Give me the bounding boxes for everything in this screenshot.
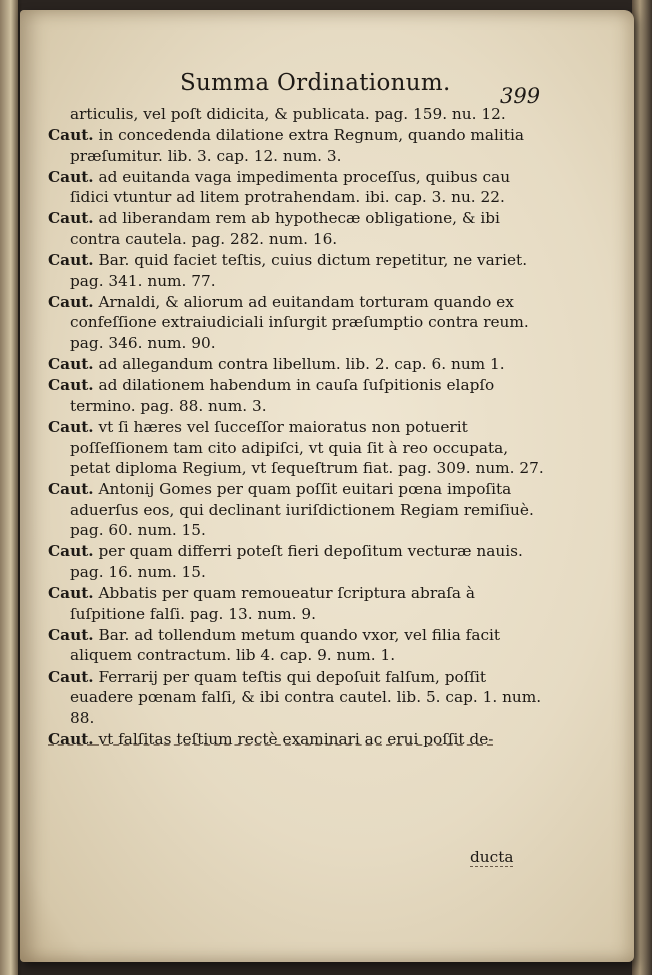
index-entry: Caut. Antonij Gomes per quam poſſit euitari pœna impoſita aduerſus eos, qui declinant iuriſdictionem Regiam remiſiuè. pag. 60. num. 15. xyxy=(48,480,534,540)
previous-page-edge xyxy=(0,0,18,975)
index-entry: Caut. ad dilationem habendum in cauſa ſuſpitionis elapſo termino. pag. 88. num. 3. xyxy=(48,376,495,415)
index-entry: Caut. Ferrarij per quam teſtis qui depoſuit falſum, poſſit euadere pœnam falſi, & ibi contra cautel. lib. 5. cap. 1. num. 88. xyxy=(48,667,542,727)
index-entry: Caut. in concedenda dilatione extra Regnum, quando malitia præſumitur. lib. 3. cap. 12. num. 3. xyxy=(48,126,524,165)
index-entry: Caut. Bar. ad tollendum metum quando vxor, vel filia facit aliquem contractum. lib 4. cap. 9. num. 1. xyxy=(48,625,501,665)
index-entries xyxy=(48,104,548,750)
index-entry: Caut. per quam differri poteſt fieri depoſitum vecturæ nauis. pag. 16. num. 15. xyxy=(48,542,523,582)
index-entry: Caut. Abbatis per quam remoueatur ſcriptura abraſa à ſuſpitione falſi. pag. 13. num. 9. xyxy=(48,584,476,623)
index-entry: Caut. ad liberandam rem ab hypothecæ obligatione, & ibi contra cautela. pag. 282. num. 16. xyxy=(48,209,500,249)
page-header xyxy=(180,70,560,108)
index-entry: Caut. Bar. quid faciet teſtis, cuius dictum repetitur, ne variet. pag. 341. num. 77. xyxy=(48,251,528,290)
index-entry: Caut. ad euitanda vaga impedimenta proceſſus, quibus cau ſidici vtuntur ad litem protrahendam. ibi. cap. 3. nu. 22. xyxy=(48,167,511,207)
running-title: Summa Ordinationum. xyxy=(180,70,451,96)
catchword: ducta xyxy=(470,848,514,866)
index-entry: Caut. Arnaldi, & aliorum ad euitandam torturam quando ex confeſſione extraiudiciali inſurgit præſumptio contra reum. pag. 346. num. 90. xyxy=(48,292,529,353)
index-entry: articulis, vel poſt didicita, & publicata. pag. 159. nu. 12. xyxy=(70,105,506,123)
index-entry-underlined: Caut. vt falſitas teſtium rectè examinari ac erui poſſit de- xyxy=(48,729,494,748)
index-entry: Caut. ad allegandum contra libellum. lib. 2. cap. 6. num 1. xyxy=(48,355,505,374)
page-number: 399 xyxy=(500,84,541,108)
book-fore-edge xyxy=(632,0,652,975)
index-entry: Caut. vt ſi hæres vel ſucceſſor maioratus non potuerit poſſeſſionem tam cito adipiſci, vt quia ſit à reo occupata, petat diploma Regium, vt ſequeſtrum fiat. pag. 309. num. 27. xyxy=(48,417,544,478)
